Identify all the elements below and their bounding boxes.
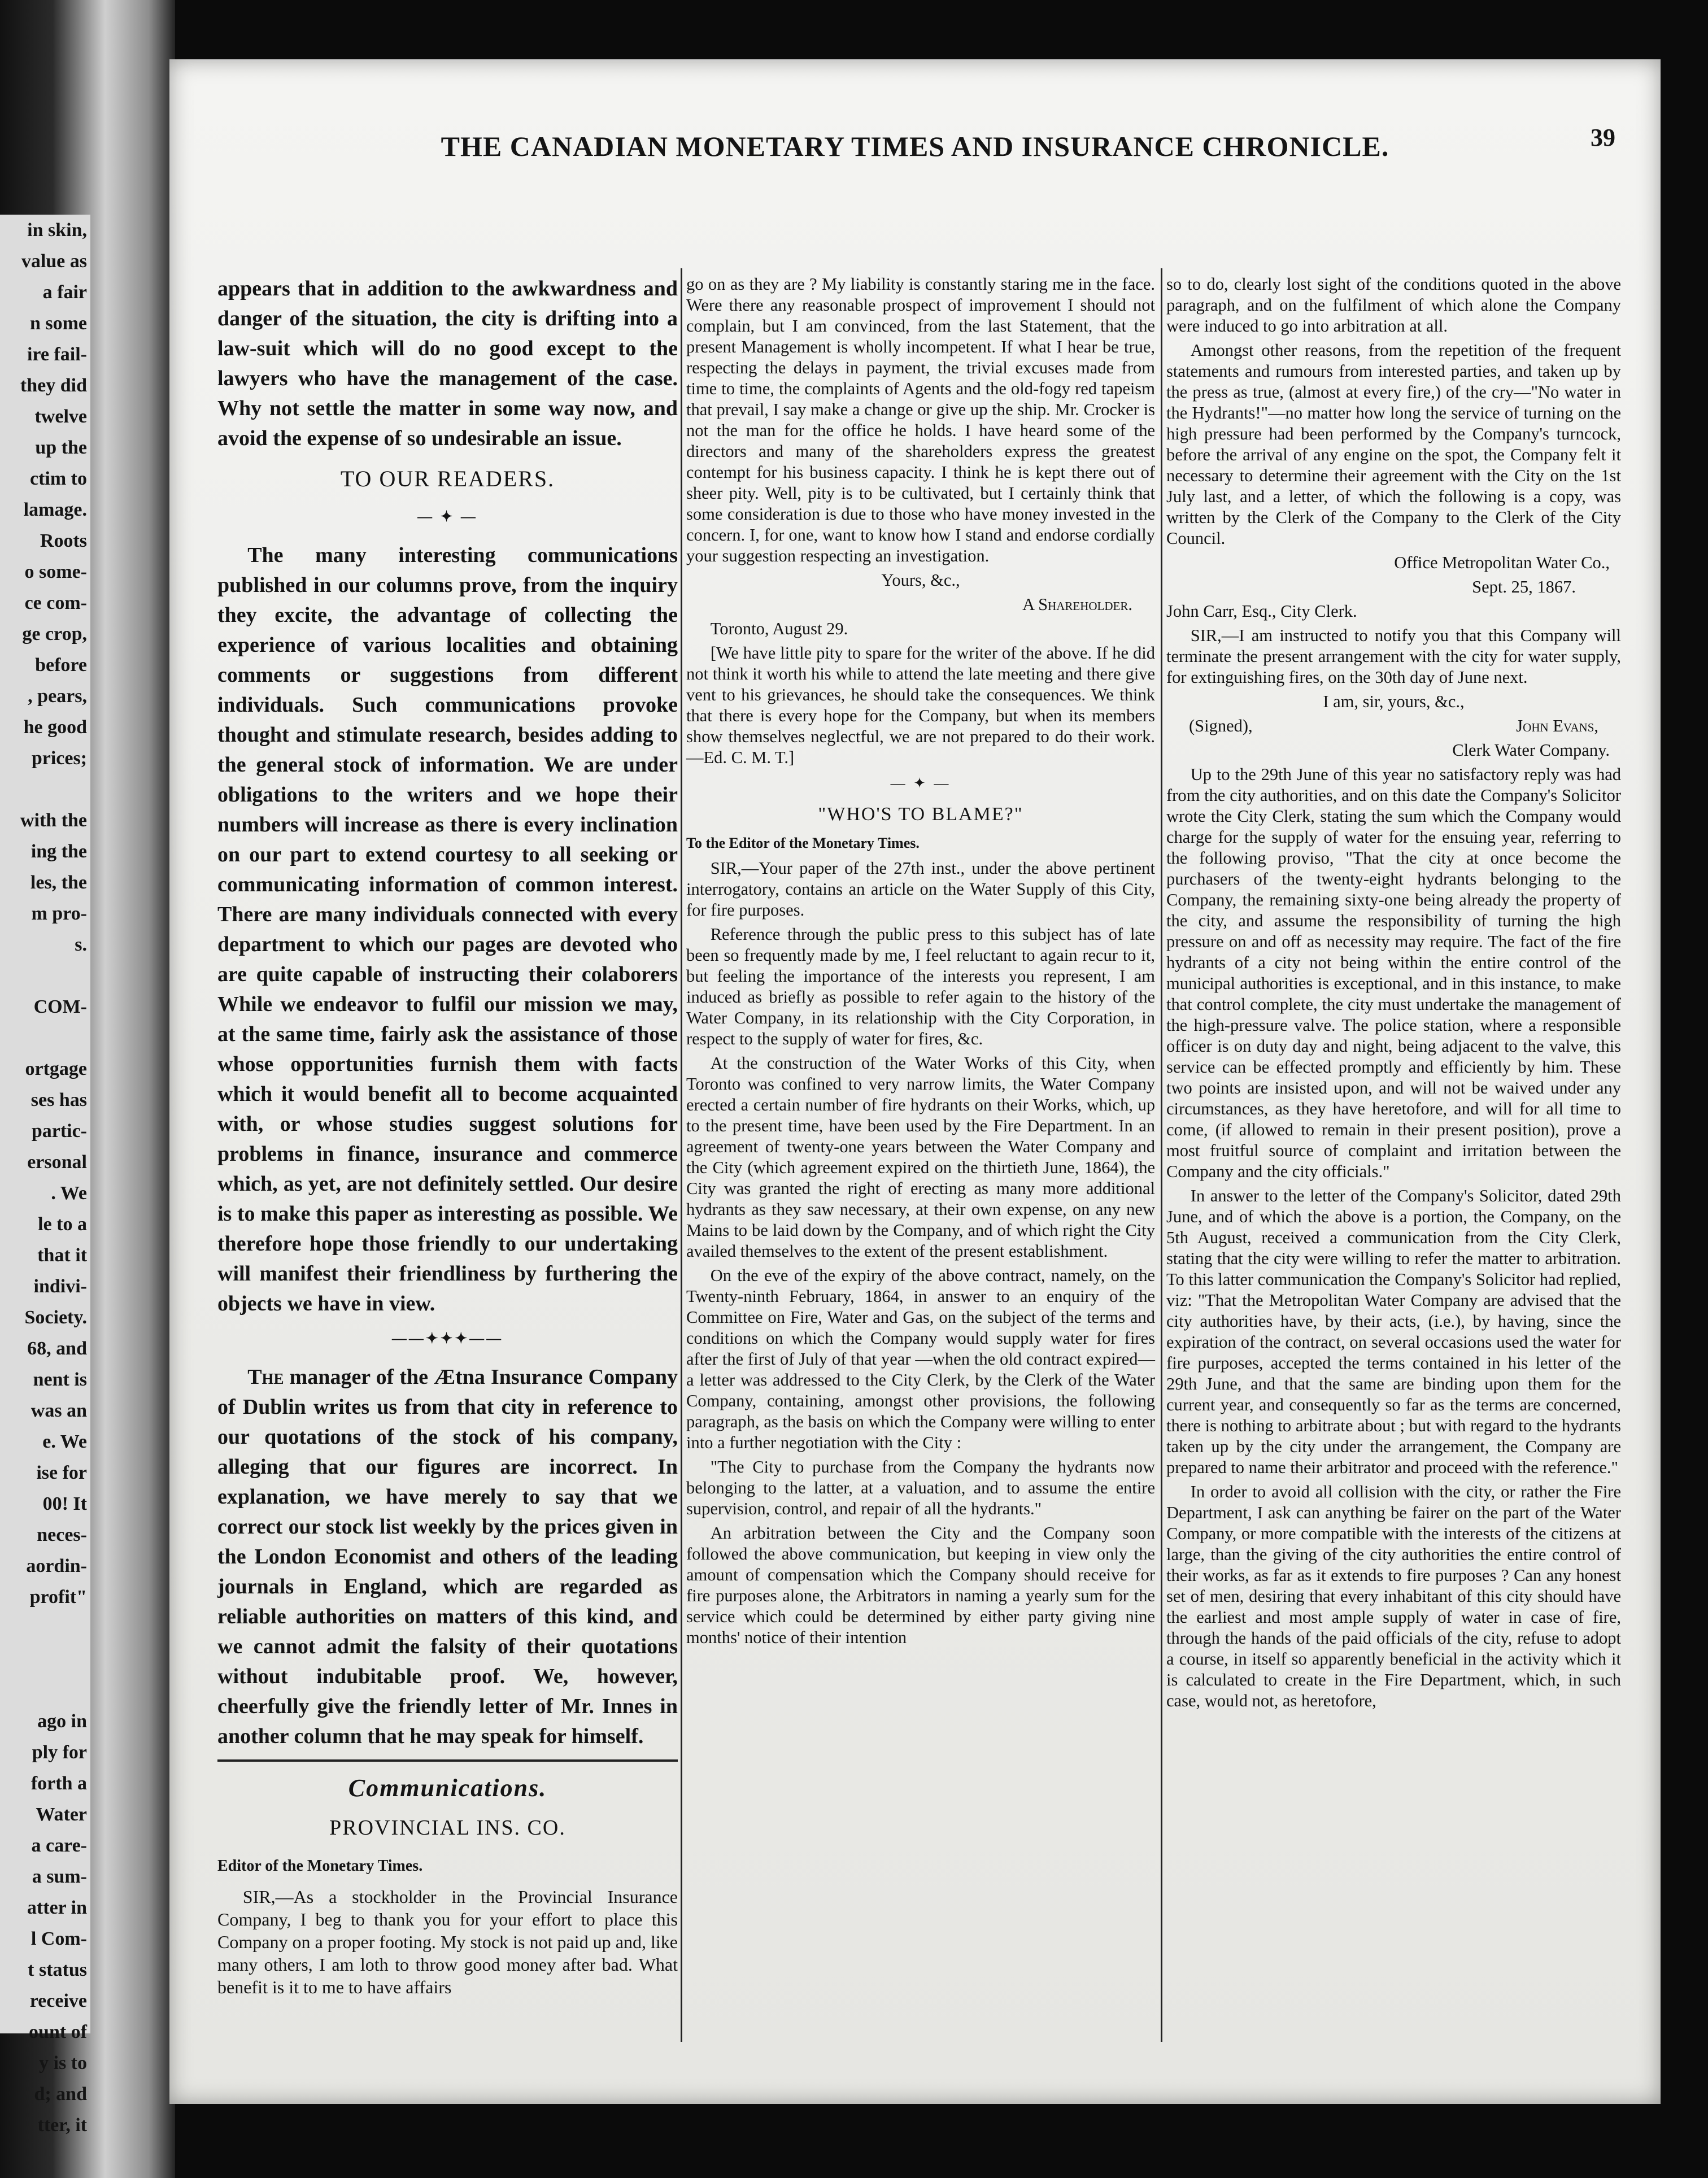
ornament-divider: ——✦✦✦—— (391, 1330, 504, 1347)
aetna-lead: The (247, 1365, 284, 1389)
newspaper-page (169, 59, 1661, 2104)
prev-page-line: Water (36, 1804, 87, 1825)
prev-page-line (0, 1022, 90, 1053)
prev-page-line: nent is (33, 1369, 87, 1390)
prev-page-line: a care- (31, 1835, 87, 1856)
prev-page-line: ing the (30, 841, 87, 862)
prev-page-line (0, 1675, 90, 1706)
office-line: Office Metropolitan Water Co., (1394, 553, 1610, 572)
prev-page-line: up the (35, 437, 87, 458)
aetna-paragraph (217, 1362, 678, 1752)
signed-label: (Signed), (1189, 716, 1253, 735)
prev-page-line: n some (29, 313, 87, 334)
prev-page-line: twelve (34, 406, 87, 427)
communications-heading: Communications. (348, 1774, 547, 1802)
col3-paragraph-1: so to do, clearly lost sight of the conditions quoted in the above paragraph, and on the fulfilment of which alone the Company were induced to go into arbitration at all. (1166, 275, 1621, 336)
prev-page-line: m pro- (31, 903, 87, 924)
prev-page-line: les, the (30, 872, 87, 893)
prev-page-line: he good (23, 717, 87, 738)
previous-page-fragment (0, 215, 90, 2136)
place-and-date: Toronto, August 29. (710, 619, 848, 638)
prev-page-line (0, 1613, 90, 1644)
prev-page-line: in skin, (27, 220, 87, 241)
prev-page-line: before (35, 655, 87, 676)
prev-page-line: 68, and (27, 1338, 87, 1359)
prev-page-line: ago in (37, 1711, 87, 1732)
prev-page-line: ise for (36, 1462, 87, 1483)
prev-page-line: ce com- (24, 593, 87, 613)
col1-opening-paragraph: appears that in addition to the awkwardness and danger of the situation, the city is drifting into a law-suit which will do no good except to the lawyers who have the management of the case. Why not settle the matter in some way now, and avoid the expense of so undesirable an issue. (217, 277, 678, 450)
col3-paragraph-2: Amongst other reasons, from the repetition of the frequent statements and rumours from interested parties, and taken up by the press as true, (almost at every fire,) of the cry—"No water in the Hydrants!"—no matter how long the service of turning on the high pressure had been performed by the Company's turncock, before the arrival of any engine on the spot, the Company felt it necessary to determine their agreement with the City on the 1st July last, and a letter, of which the following is a copy, was written by the Clerk of the Company to the Clerk of the City Council. (1166, 341, 1621, 548)
prev-page-line: , pears, (28, 686, 87, 707)
prev-page-line: . We (51, 1183, 87, 1204)
termination-letter: SIR,—I am instructed to notify you that this Company will terminate the present arrangement with the city for water supply, for extinguishing fires, on the 30th day of June next. (1166, 626, 1621, 687)
prev-page-line: ersonal (27, 1152, 87, 1173)
blame-paragraph-6: An arbitration between the City and the Company soon followed the above communication, but keeping in view only the amount of compensation which the Company should receive for fire purposes alone, the Arbitrators in naming a yearly sum for the service which could be determined by either party giving nine months' notice of their intention (686, 1523, 1155, 1647)
prev-page-line: COM- (33, 996, 87, 1017)
prev-page-line: Roots (40, 530, 87, 551)
provincial-letter-body: SIR,—As a stockholder in the Provincial Insurance Company, I beg to thank you for your effort to place this Company on a proper footing. My stock is not paid up and, like many others, I am loth to throw good money after bad. What benefit is it to me to have affairs (217, 1887, 678, 1997)
prev-page-line (0, 774, 90, 805)
to-readers-body: The many interesting communications published in our columns prove, from the inquiry they excite, the advantage of collecting the experience of various localities and obtaining comments or suggestions from different individuals. Such communications provoke thought and stimulate research, besides adding to the general stock of information. We are under obligations to the writers and we hope their numbers will increase as there is every inclination on our part to extend courtesy to all seeking or communicating information of common interest. There are many individuals connected with every department to which our pages are devoted who are quite capable of instructing their colaborers While we endeavor to fulfil our mission we may, at the same time, fairly ask the assistance of those whose opportunities furnish them with facts which it would benefit all to become acquainted with, or whose studies suggest solutions for problems in finance, insurance and commerce which, as yet, are not definitely settled. Our desire is to make this paper as interesting as possible. We therefore hope those friendly to our undertaking will manifest their friendliness by furthering the objects we have in view. (217, 543, 678, 1315)
prev-page-line: ctim to (29, 468, 87, 489)
prev-page-line (0, 1644, 90, 1675)
prev-page-line: a sum- (32, 1866, 87, 1887)
prev-page-line: le to a (38, 1214, 87, 1235)
col3-paragraph-3: Up to the 29th June of this year no satisfactory reply was had from the city authorities, and on this date the Company's Solicitor wrote the City Clerk, stating the sum which the Company would charge for the supply of water for the ensuing year, referring to the following proviso, "That the city at once become the purchasers of the twenty-eight hydrants belonging to the Company, the remaining sixty-one being already the property of the city, and assume the responsibility of turning the high pressure on and off as necessity may require. The fact of the fire hydrants of a city not being within the entire control of the municipal authorities is exceptional, and in this instance, to make that control complete, the city must undertake the management of the high-pressure valve. The police station, where a responsible officer is on duty day and night, being adjacent to the valve, this service can be effected promptly and efficiently by him. These two points are insisted upon, and will not be waived under any circumstances, as they have heretofore, and will for all time to come, (if allowed to remain in their present position), prove a most fruitful source of complaint and irritation between the Company and the city officials." (1166, 765, 1621, 1181)
whos-to-blame-heading: "WHO'S TO BLAME?" (818, 804, 1023, 825)
page-number: 39 (1591, 124, 1615, 151)
prev-page-line: ply for (32, 1742, 87, 1763)
prev-page-line: indivi- (33, 1276, 87, 1297)
column-1 (217, 274, 678, 2042)
letter-addressee: John Carr, Esq., City Clerk. (1166, 602, 1357, 621)
blame-paragraph-4: On the eve of the expiry of the above contract, namely, on the Twenty-ninth February, 1864, in answer to an enquiry of the Committee on Fire, Water and Gas, on the subject of the terms and conditions on which the Company would supply water for fires after the first of July of that year —when the old contract expired—a letter was addressed to the City Clerk, by the Clerk of the Water Company, containing, amongst other provisions, the following paragraph, as the basis on which the Company were willing to enter into a further negotiation with the City : (686, 1266, 1155, 1452)
editor-note: [We have little pity to spare for the writer of the above. If he did not think it worth his while to attend the late meeting and there give vent to his grievances, he should take the consequences. We think that there is every hope for the Company, but when its members show themselves neglectful, we are not prepared to do their work.—Ed. C. M. T.] (686, 643, 1155, 767)
prev-page-line: value as (21, 251, 87, 272)
page-header (215, 124, 1615, 169)
provincial-heading: PROVINCIAL INS. CO. (329, 1816, 566, 1840)
prev-page-line: aordin- (26, 1556, 87, 1576)
prev-page-line: l Com- (30, 1928, 87, 1949)
prev-page-line: neces- (37, 1524, 87, 1545)
prev-page-line: prices; (31, 748, 87, 769)
column-divider (1161, 268, 1162, 2042)
signer-name: John Evans, (1516, 716, 1598, 735)
letter-closing: I am, sir, yours, &c., (1323, 692, 1465, 711)
prev-page-line: atter in (27, 1897, 87, 1918)
signed-line (1166, 716, 1621, 737)
prev-page-line: receive (29, 1990, 87, 2011)
signer-title: Clerk Water Company. (1452, 740, 1610, 760)
prev-page-line: they did (20, 375, 87, 396)
prev-page-line: that it (37, 1245, 87, 1266)
prev-page-line: Society. (24, 1307, 87, 1328)
prev-page-line (0, 960, 90, 991)
section-rule (217, 1759, 678, 1762)
signoff-yours: Yours, &c., (881, 570, 960, 590)
prev-page-line: tter, it (37, 2115, 87, 2136)
provincial-letter-continued: go on as they are ? My liability is constantly staring me in the face. Were there any reasonable prospect of improvement I should not complain, but I am convinced, from the last Statement, that the present Management is wholly incompetent. If what I hear be true, respecting the delays in payment, the trivial excuses made from time to time, the complaints of Agents and the old-fogy red tapeism that prevail, I say make a change or give up the ship. Mr. Crocker is not the man for the office he holds. I have heard some of the directors and many of the shareholders express the greatest contempt for his business capacity. I think he is kept there out of sheer pity. Well, pity is to be cultivated, but I certainly think that some consideration is due to those who have money invested in the concern. I, for one, want to know how I stand and endorse cordially your suggestion respecting an investigation. (686, 275, 1155, 565)
blame-paragraph-3: At the construction of the Water Works of this City, when Toronto was confined to very narrow limits, the Water Company erected a certain number of fire hydrants on their Works, which, up to the present time, have been used by the Fire Department. In an agreement of twenty-one years between the Water Company and the City (which agreement expired on the thirtieth June, 1864), the City was granted the right of erecting as many more additional hydrants as they saw necessary, at their own expense, on any new Mains to be laid down by the Company, and of which right the City availed themselves to the extent of the present establishment. (686, 1053, 1155, 1261)
prev-page-line: s. (75, 934, 87, 955)
prev-page-line: e. We (42, 1431, 87, 1452)
masthead-title: THE CANADIAN MONETARY TIMES AND INSURANCE CHRONICLE. (441, 130, 1389, 162)
prev-page-line: ortgage (25, 1058, 87, 1079)
signoff-name: A Shareholder. (1022, 595, 1132, 614)
prev-page-line: ge crop, (22, 624, 87, 644)
column-3 (1166, 274, 1621, 2042)
prev-page-line: t status (28, 1959, 87, 1980)
prev-page-line: y is to (39, 2053, 87, 2074)
prev-page-line: profit" (29, 1587, 87, 1608)
prev-page-line: a fair (42, 282, 87, 303)
prev-page-line: d; and (34, 2084, 87, 2105)
prev-page-line: was an (30, 1400, 87, 1421)
blame-addressee: To the Editor of the Monetary Times. (686, 835, 920, 851)
blame-quotation: "The City to purchase from the Company the hydrants now belonging to the latter, at a valuation, and to assume the entire supervision, control, and repair of all the hydrants." (686, 1457, 1155, 1518)
ornament-divider: — ✦ — (417, 508, 478, 525)
prev-page-line: with the (20, 810, 87, 831)
blame-paragraph-1: SIR,—Your paper of the 27th inst., under the above pertinent interrogatory, contains an article on the Water Supply of this City, for fire purposes. (686, 859, 1155, 920)
blame-paragraph-2: Reference through the public press to this subject has of late been so frequently made by me, I feel reluctant to again recur to it, but feeling the importance of the interests you represent, I am induced as briefly as possible to refer again to the history of the Water Company, in its relationship with the City Corporation, in respect to the supply of water for fires, &c. (686, 925, 1155, 1048)
office-date: Sept. 25, 1867. (1472, 577, 1576, 596)
prev-page-line: forth a (30, 1773, 87, 1794)
prev-page-line: o some- (24, 561, 87, 582)
col3-paragraph-5: In order to avoid all collision with the city, or rather the Fire Department, I ask can anything be fairer on the part of the Water Company, or more compatible with the interests of the citizens at large, than the giving of the city authorities the entire control of their works, as far as it extends to fire purposes ? Can any honest set of men, desiring that every inhabitant of this city should have the earliest and most ample supply of water in case of fire, through the hands of the paid officials of the city, refuse to adopt a course, in itself so apparently beneficial in the activity which it is calculated to create in the Fire Department, which, in such case, would not, as heretofore, (1166, 1482, 1621, 1710)
col3-paragraph-4: In answer to the letter of the Company's Solicitor, dated 29th June, and of which the above is a portion, the Company, on the 5th August, received a communication from the City Clerk, stating that the city were willing to refer the matter to arbitration. To this latter communication the Company's Solicitor had replied, viz: "That the Metropolitan Water Company are advised that the city authorities have, by their acts, (i.e.), by having, since the expiration of the contract, on several occasions used the water for fire purposes, accepted the terms contained in his letter of the 29th June, and that the same are binding upon them for the current year, and consequently so far as the terms are concerned, there is nothing to arbitrate about ; but with regard to the hydrants taken up by the city under the arrangement, the Company are prepared to name their arbitrator and proceed with the reference." (1166, 1186, 1621, 1477)
prev-page-line: lamage. (23, 499, 87, 520)
prev-page-line: 00! It (42, 1493, 87, 1514)
prev-page-line: ses has (30, 1090, 87, 1110)
ornament-divider: — ✦ — (890, 775, 951, 791)
column-2 (686, 274, 1155, 2042)
prev-page-line: ire fail- (27, 344, 87, 365)
prev-page-line: ount of (29, 2022, 87, 2042)
to-readers-heading: TO OUR READERS. (340, 466, 555, 491)
aetna-body: manager of the Ætna Insurance Company of Dublin writes us from that city in reference to our quotations of the stock of his company, alleging that our figures are incorrect. In explanation, we have merely to say that we correct our stock list weekly by the prices given in the London Economist and others of the leading journals in England, which are regarded as reliable authorities on matters of this kind, and we cannot admit the falsity of their quotations without indubitable proof. We, however, cheerfully give the friendly letter of Mr. Innes in another column that he may speak for himself. (217, 1365, 678, 1748)
prev-page-line: partic- (31, 1121, 87, 1142)
provincial-addressee: Editor of the Monetary Times. (217, 1857, 423, 1875)
column-divider (681, 268, 682, 2042)
